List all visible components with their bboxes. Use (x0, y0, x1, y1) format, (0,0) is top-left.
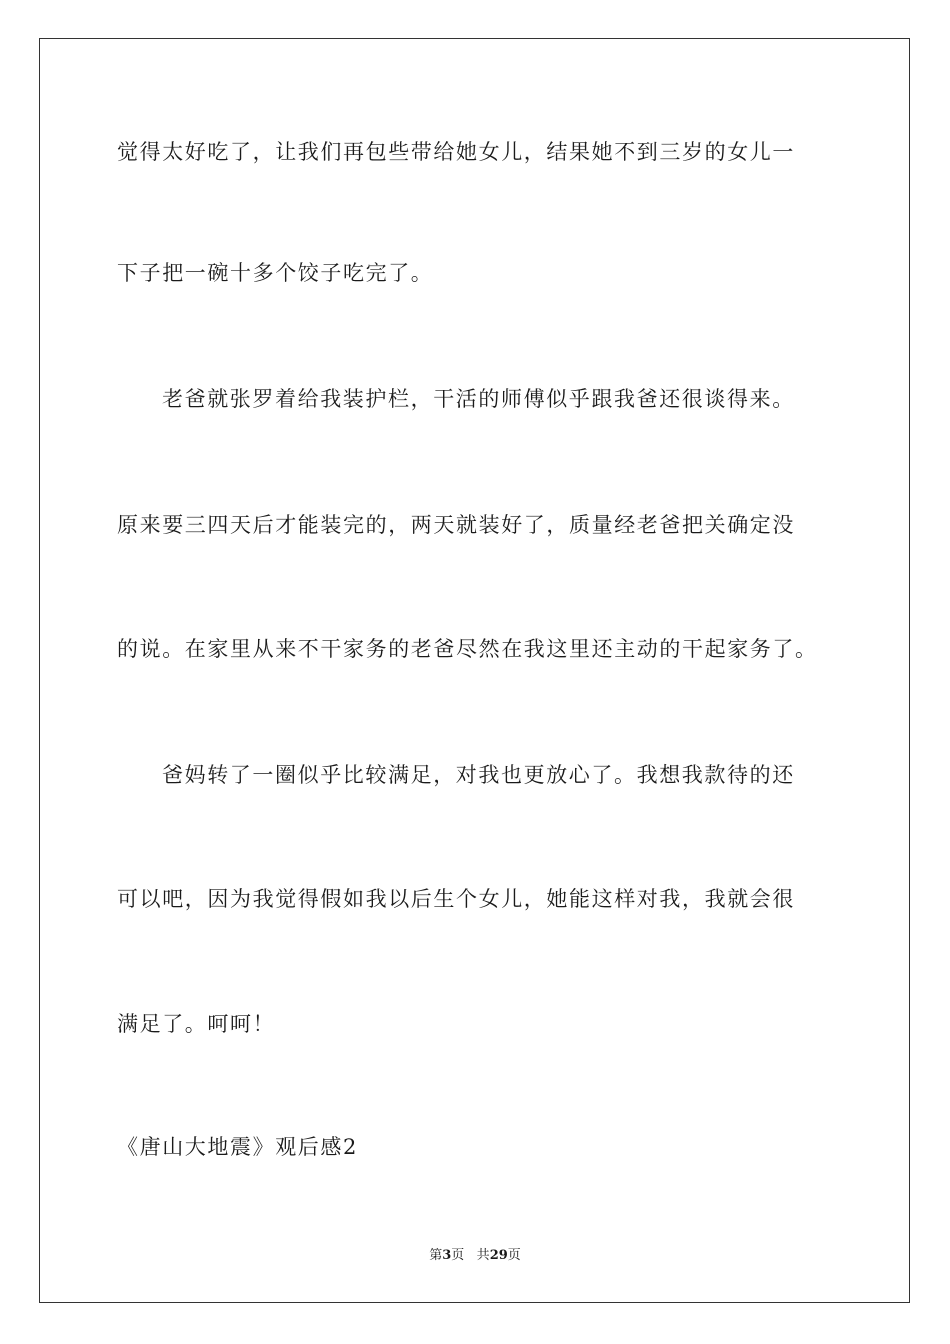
section-title: 《唐山大地震》观后感2 (117, 1135, 358, 1159)
total-prefix: 共 (476, 1248, 490, 1263)
page-suffix: 页 (451, 1248, 465, 1263)
body-line-6: 爸妈转了一圈似乎比较满足，对我也更放心了。我想我款待的还 (162, 763, 795, 787)
body-line-1: 觉得太好吃了，让我们再包些带给她女儿，结果她不到三岁的女儿一 (117, 140, 795, 164)
total-suffix: 页 (507, 1248, 521, 1263)
page-border (39, 38, 910, 1303)
body-line-8: 满足了。呵呵！ (117, 1012, 276, 1036)
body-line-4: 原来要三四天后才能装完的，两天就装好了，质量经老爸把关确定没 (117, 513, 795, 537)
page-number: 3 (442, 1248, 452, 1263)
body-line-5: 的说。在家里从来不干家务的老爸尽然在我这里还主动的干起家务了。 (117, 637, 818, 661)
body-line-7: 可以吧，因为我觉得假如我以后生个女儿，她能这样对我，我就会很 (117, 887, 795, 911)
page-footer (0, 1247, 950, 1265)
page-prefix: 第 (429, 1248, 443, 1263)
body-line-2: 下子把一碗十多个饺子吃完了。 (117, 261, 434, 285)
body-line-3: 老爸就张罗着给我装护栏，干活的师傅似乎跟我爸还很谈得来。 (162, 387, 795, 411)
total-pages: 29 (489, 1248, 508, 1263)
